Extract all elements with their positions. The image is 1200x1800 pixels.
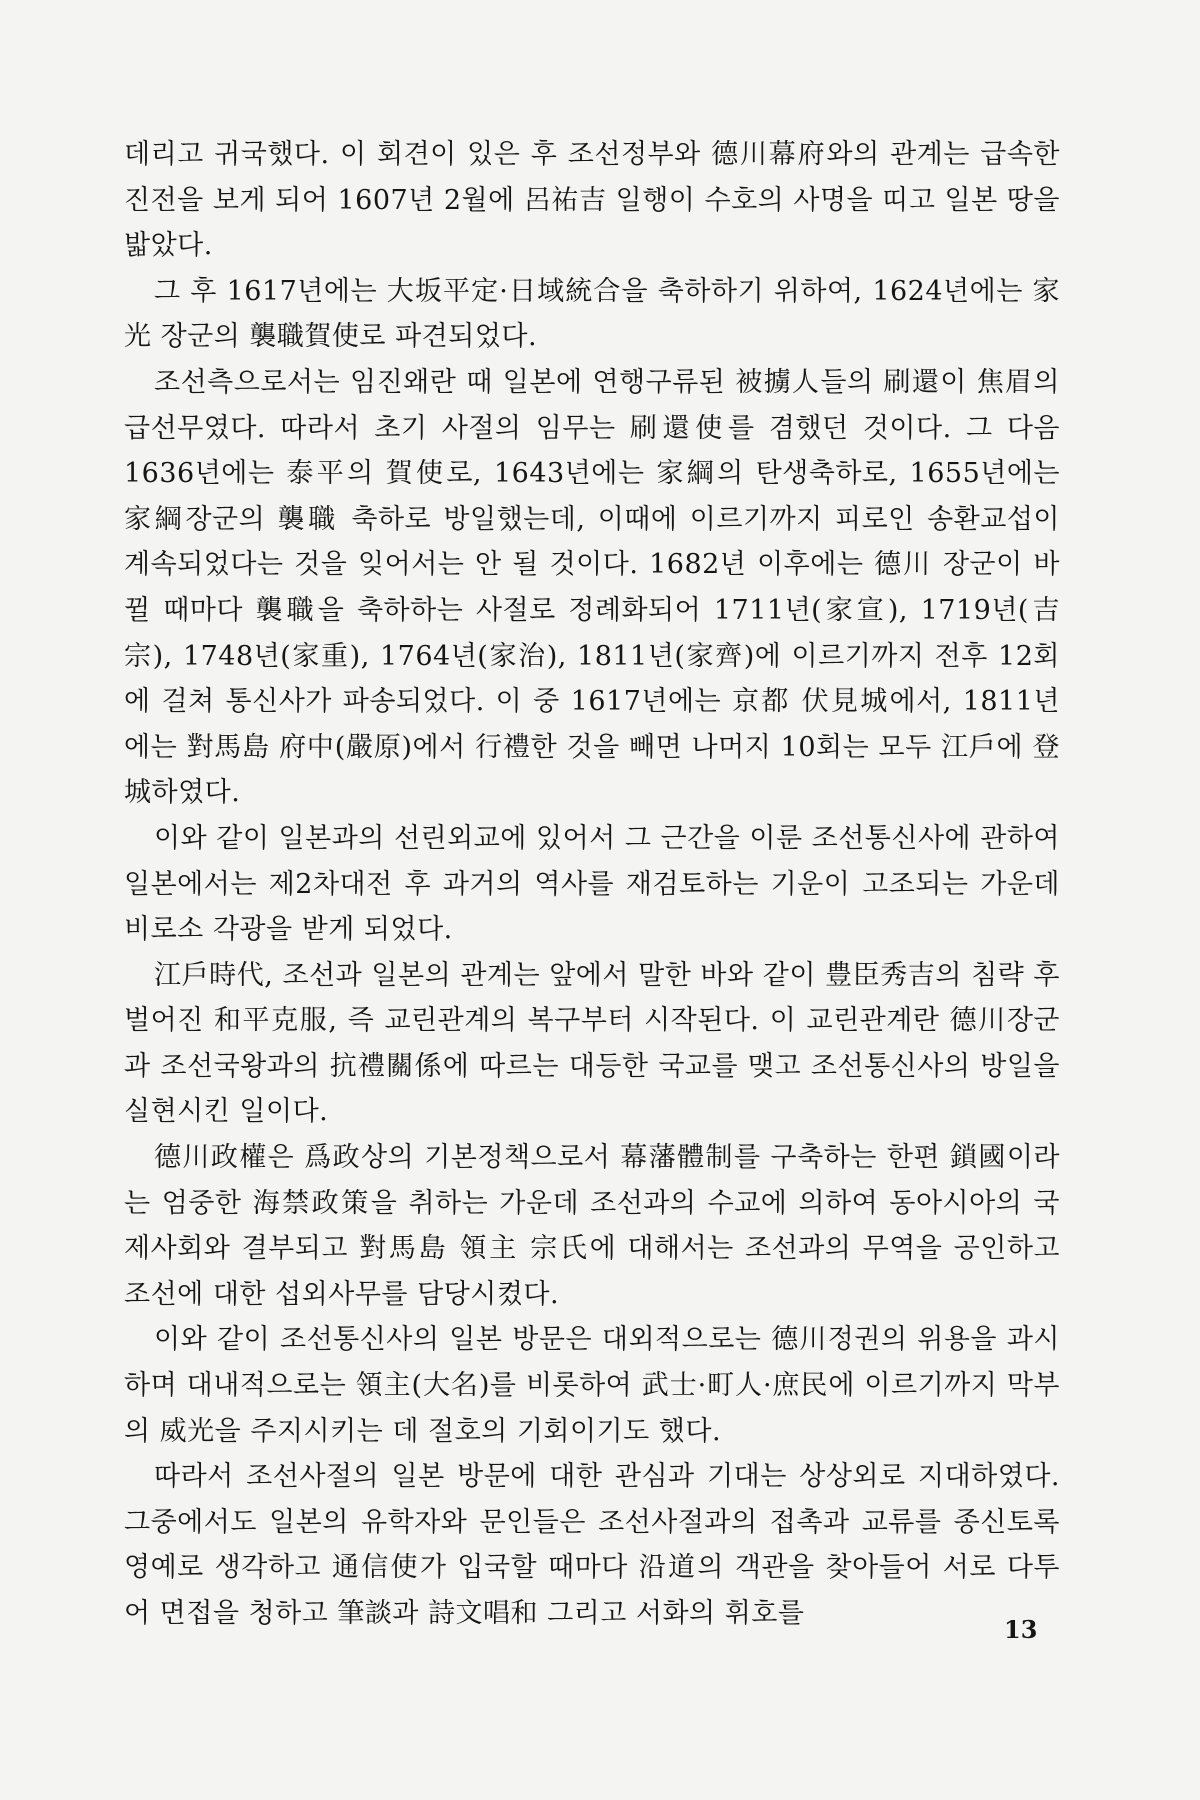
paragraph: 江戶時代, 조선과 일본의 관계는 앞에서 말한 바와 같이 豊臣秀吉의 침략 후 벌어진 和平克服, 즉 교린관계의 복구부터 시작된다. 이 교린관계란 德川장군과 조선국왕과의 抗禮關係에 따르는 대등한 국교를 맺고 조선통신사의 방일을 실현시킨 일이다. xyxy=(124,959,1060,1128)
paragraph: 그 후 1617년에는 大坂平定·日域統合을 축하하기 위하여, 1624년에는 家光 장군의 襲職賀使로 파견되었다. xyxy=(124,275,1060,353)
paragraph: 따라서 조선사절의 일본 방문에 대한 관심과 기대는 상상외로 지대하였다. 그중에서도 일본의 유학자와 문인들은 조선사절과의 접촉과 교류를 종신토록 영예로 생각하고 通信使가 입국할 때마다 沿道의 객관을 찾아들어 서로 다투어 면접을 청하고 筆談과 詩文唱和 그리고 서화의 휘호를 xyxy=(124,1461,1060,1629)
page-number: 13 xyxy=(1004,1615,1038,1644)
body-text xyxy=(124,132,1060,1637)
paragraph: 이와 같이 조선통신사의 일본 방문은 대외적으로는 德川정권의 위용을 과시하며 대내적으로는 領主(大名)를 비롯하여 武士·町人·庶民에 이르기까지 막부의 威光을 주지시키는 데 절호의 기회이기도 했다. xyxy=(124,1324,1060,1447)
paragraph: 德川政權은 爲政상의 기본정책으로서 幕藩體制를 구축하는 한편 鎖國이라는 엄중한 海禁政策을 취하는 가운데 조선과의 수교에 의하여 동아시아의 국제사회와 결부되고 對馬島 領主 宗氏에 대해서는 조선과의 무역을 공인하고 조선에 대한 섭외사무를 담당시켰다. xyxy=(124,1142,1060,1310)
paragraph: 조선측으로서는 임진왜란 때 일본에 연행구류된 被擄人들의 刷還이 焦眉의 급선무였다. 따라서 초기 사절의 임무는 刷還使를 겸했던 것이다. 그 다음 1636년에는 泰平의 賀使로, 1643년에는 家綱의 탄생축하로, 1655년에는 家綱장군의 襲職 축하로 방일했는데, 이때에 이르기까지 피로인 송환교섭이 계속되었다는 것을 잊어서는 안 될 것이다. 1682년 이후에는 德川 장군이 바뀔 때마다 襲職을 축하하는 사절로 정례화되어 1711년(家宣), 1719년(吉宗), 1748년(家重), 1764년(家治), 1811년(家齊)에 이르기까지 전후 12회에 걸쳐 통신사가 파송되었다. 이 중 1617년에는 京都 伏見城에서, 1811년에는 對馬島 府中(嚴原)에서 行禮한 것을 빼면 나머지 10회는 모두 江戶에 登城하였다. xyxy=(124,366,1060,809)
paragraph: 데리고 귀국했다. 이 회견이 있은 후 조선정부와 德川幕府와의 관계는 급속한 진전을 보게 되어 1607년 2월에 呂祐吉 일행이 수호의 사명을 띠고 일본 땅을 밟았다. xyxy=(124,139,1060,262)
paragraph: 이와 같이 일본과의 선린외교에 있어서 그 근간을 이룬 조선통신사에 관하여 일본에서는 제2차대전 후 과거의 역사를 재검토하는 기운이 고조되는 가운데 비로소 각광을 받게 되었다. xyxy=(124,822,1060,946)
